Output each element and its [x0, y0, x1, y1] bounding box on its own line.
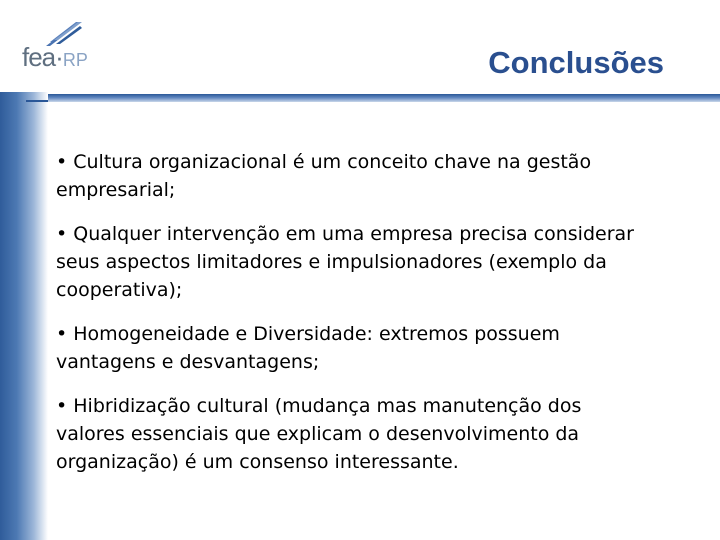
bullet-item: • Hibridização cultural (mudança mas manutenção dos valores essenciais que explicam o desenvolvimento da organização) é um consenso interessante.	[56, 395, 582, 473]
bullet-item: • Cultura organizacional é um conceito chave na gestão empresarial;	[56, 151, 592, 201]
fea-rp-logo	[10, 10, 90, 70]
bullet-item: • Qualquer intervenção em uma empresa precisa considerar seus aspectos limitadores e impulsionadores (exemplo da cooperativa);	[56, 223, 634, 301]
header-divider	[48, 94, 720, 102]
logo-wordmark: fea·RP	[22, 42, 88, 72]
page-title: Conclusões	[488, 45, 664, 80]
left-gradient-band	[0, 92, 48, 540]
bullet-list	[56, 148, 656, 492]
header-divider-tick	[26, 100, 48, 102]
bullet-item: • Homogeneidade e Diversidade: extremos possuem vantagens e desvantagens;	[56, 323, 560, 373]
